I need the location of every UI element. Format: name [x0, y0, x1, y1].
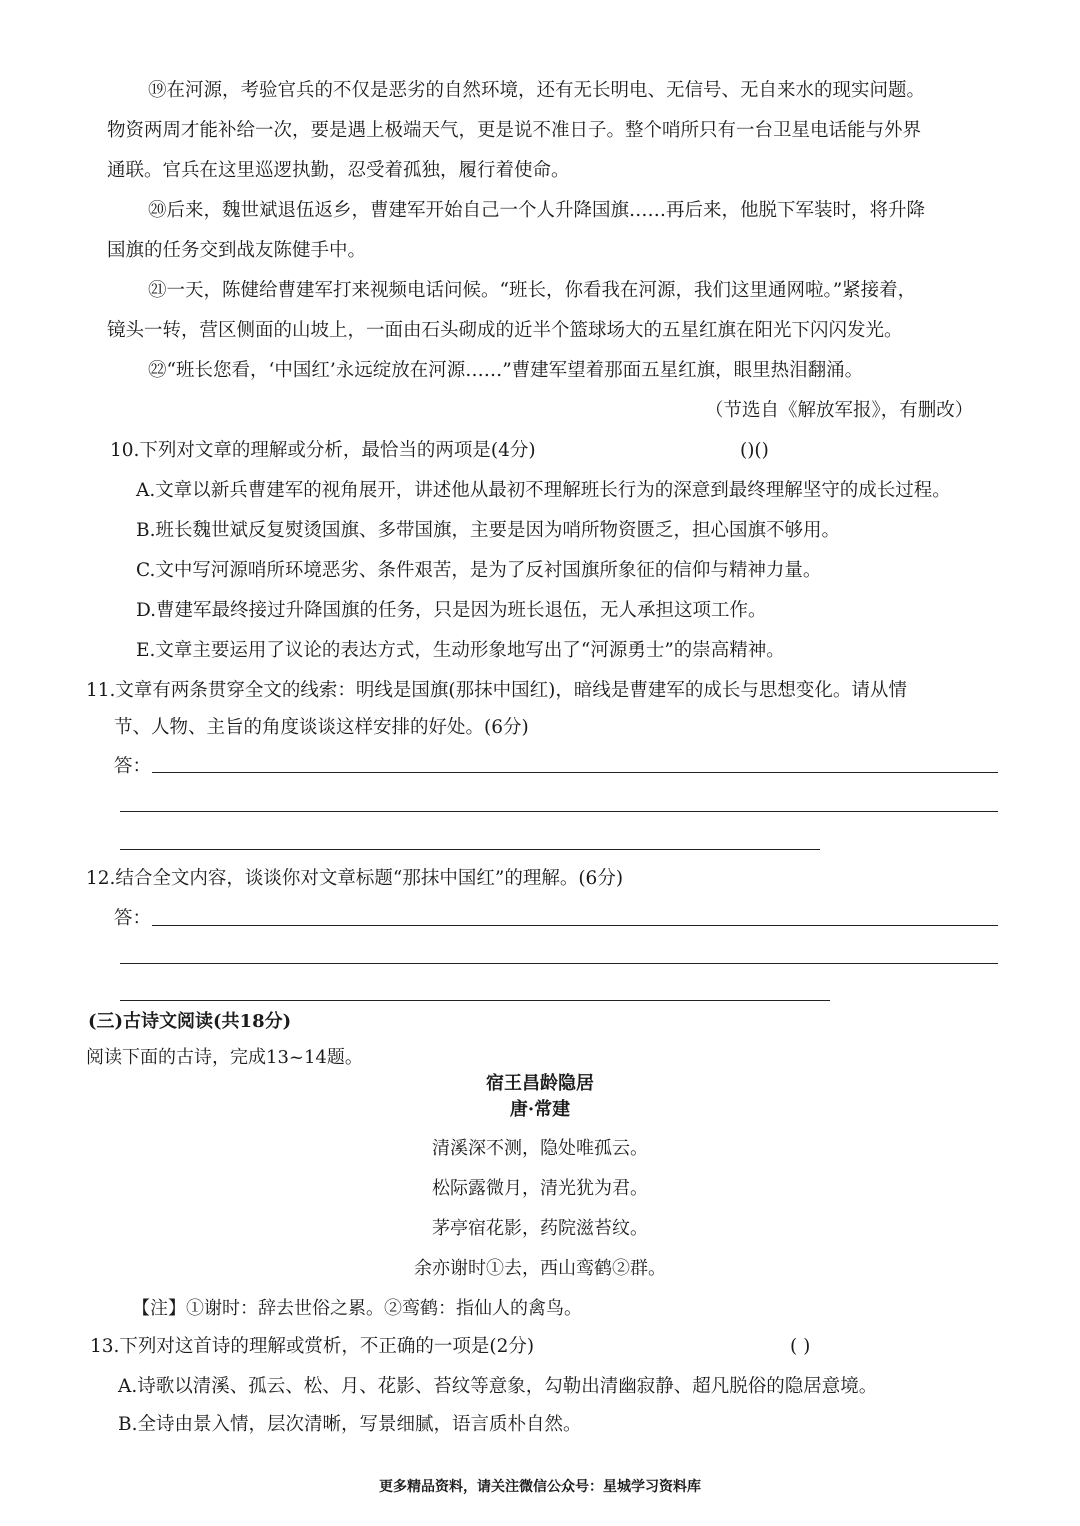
q11-answer-line-2[interactable] [120, 811, 998, 812]
paragraph-21-line-1: ㉑一天，陈健给曹建军打来视频电话问候。“班长，你看我在河源，我们这里通网啦。”紧接着， [148, 280, 917, 301]
q13-option-a: A.诗歌以清溪、孤云、松、月、花影、苔纹等意象，勾勒出清幽寂静、超凡脱俗的隐居意境。 [118, 1376, 878, 1397]
poem-note: 【注】①谢时：辞去世俗之累。②鸾鹤：指仙人的禽鸟。 [132, 1298, 582, 1319]
q10-option-c: C.文中写河源哨所环境恶劣、条件艰苦，是为了反衬国旗所象征的信仰与精神力量。 [136, 560, 822, 581]
q13-stem: 13.下列对这首诗的理解或赏析，不正确的一项是(2分) [90, 1336, 535, 1357]
q10-stem: 10.下列对文章的理解或分析，最恰当的两项是(4分) [110, 440, 536, 461]
paragraph-19-line-3: 通联。官兵在这里巡逻执勤，忍受着孤独，履行着使命。 [107, 160, 570, 181]
section-3-instruction: 阅读下面的古诗，完成13~14题。 [86, 1047, 363, 1068]
q13-option-b: B.全诗由景入情，层次清晰，写景细腻，语言质朴自然。 [118, 1414, 582, 1435]
paragraph-20-line-1: ⑳后来，魏世斌退伍返乡，曹建军开始自己一个人升降国旗……再后来，他脱下军装时，将升降 [148, 200, 926, 221]
q10-answer-blank[interactable]: ()() [740, 440, 769, 461]
poem-line-1: 清溪深不测，隐处唯孤云。 [432, 1138, 648, 1159]
poem-author: 唐·常建 [509, 1099, 571, 1120]
q10-option-a: A.文章以新兵曹建军的视角展开，讲述他从最初不理解班长行为的深意到最终理解坚守的成长过程。 [136, 480, 951, 501]
paragraph-21-line-2: 镜头一转，营区侧面的山坡上，一面由石头砌成的近半个篮球场大的五星红旗在阳光下闪闪发光。 [107, 320, 903, 341]
q12-answer-line-3[interactable] [120, 1000, 830, 1001]
paragraph-19-line-1: ⑲在河源，考验官兵的不仅是恶劣的自然环境，还有无长明电、无信号、无自来水的现实问题。 [148, 80, 926, 101]
q11-answer-line-3[interactable] [120, 849, 820, 850]
poem-line-3: 茅亭宿花影，药院滋苔纹。 [432, 1218, 648, 1239]
q10-option-d: D.曹建军最终接过升降国旗的任务，只是因为班长退伍，无人承担这项工作。 [136, 600, 767, 621]
q11-answer-label: 答： [114, 756, 152, 777]
footer-promo: 更多精品资料，请关注微信公众号：星城学习资料库 [379, 1479, 701, 1495]
q10-option-e: E.文章主要运用了议论的表达方式，生动形象地写出了“河源勇士”的崇高精神。 [136, 640, 785, 661]
poem-line-2: 松际露微月，清光犹为君。 [432, 1178, 648, 1199]
q10-option-b: B.班长魏世斌反复熨烫国旗、多带国旗，主要是因为哨所物资匮乏，担心国旗不够用。 [136, 520, 840, 541]
poem-line-4: 余亦谢时①去，西山鸾鹤②群。 [414, 1258, 666, 1279]
q12-answer-line-1[interactable] [152, 925, 998, 926]
q11-answer-line-1[interactable] [152, 772, 998, 773]
source-note: （节选自《解放军报》，有删改） [705, 400, 974, 421]
paragraph-19-line-2: 物资两周才能补给一次，要是遇上极端天气，更是说不准日子。整个哨所只有一台卫星电话能与外界 [107, 120, 922, 141]
q13-answer-blank[interactable]: ( ) [790, 1336, 811, 1357]
section-3-heading: (三)古诗文阅读(共18分) [88, 1011, 292, 1032]
q12-answer-line-2[interactable] [120, 963, 998, 964]
q12-stem: 12.结合全文内容，谈谈你对文章标题“那抹中国红”的理解。(6分) [86, 868, 624, 889]
poem-title: 宿王昌龄隐居 [486, 1073, 594, 1094]
q11-stem-line-2: 节、人物、主旨的角度谈谈这样安排的好处。(6分) [114, 717, 529, 738]
q11-stem-line-1: 11.文章有两条贯穿全文的线索：明线是国旗(那抹中国红)，暗线是曹建军的成长与思想变化。请从情 [86, 680, 907, 701]
paragraph-22: ㉒“班长您看，‘中国红’永远绽放在河源……”曹建军望着那面五星红旗，眼里热泪翻涌。 [148, 360, 864, 381]
q12-answer-label: 答： [114, 908, 152, 929]
paragraph-20-line-2: 国旗的任务交到战友陈健手中。 [107, 240, 367, 261]
